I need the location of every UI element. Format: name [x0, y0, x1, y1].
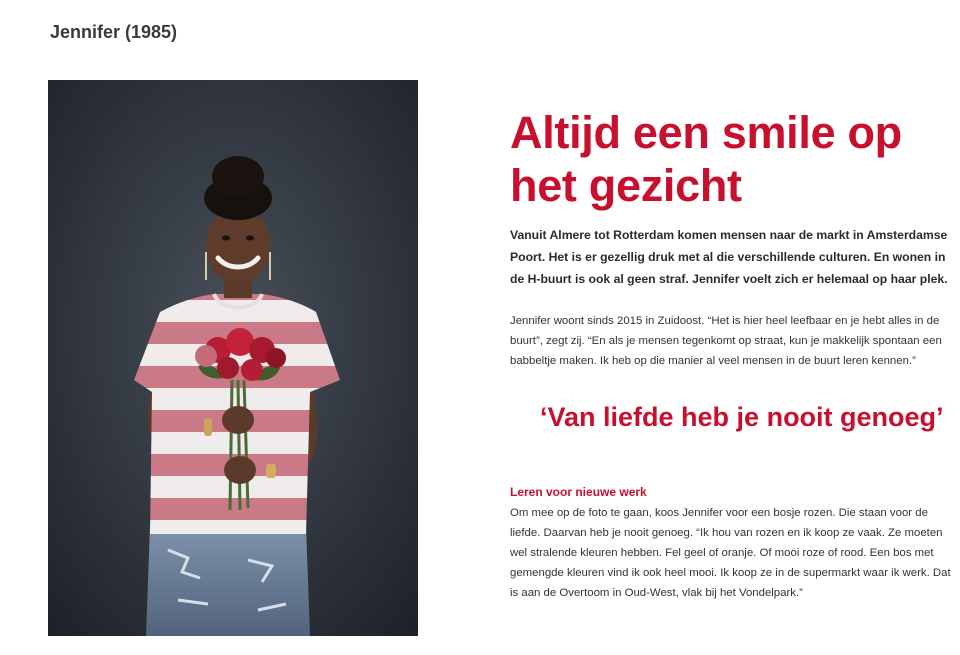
article-intro: Vanuit Almere tot Rotterdam komen mensen naar de markt in Amsterdamse Poort. Het is er gezellig druk met al die verschillende culturen. En wonen in de H-buurt is ook al geen straf. Jennifer voelt zich er helemaal op haar plek. [510, 228, 948, 286]
portrait-photo [48, 80, 418, 636]
article-title: Altijd een smile op het gezicht [510, 107, 902, 211]
article-paragraph-2: Om mee op de foto te gaan, koos Jennifer voor een bosje rozen. Die staan voor de liefde. Daarvan heb je nooit genoeg. “Ik hou van rozen en ik koop ze vaak. Ze moeten wel stralende kleuren hebben. Fel geel of oranje. Of mooi roze of rood. Een bos met gemengde kleuren vind ik ook heel mooi. Ik koop ze in de supermarkt waar ik werk. Dat is aan de Overtoom in Oud-West, vlak bij het Vondelpark.” [510, 507, 951, 599]
article-content [510, 106, 955, 603]
section-subheading: Leren voor nieuwe werk [510, 485, 647, 499]
person-name-heading: Jennifer (1985) [50, 22, 178, 42]
pull-quote: ‘Van liefde heb je nooit genoeg’ [540, 402, 944, 432]
article-paragraph-1: Jennifer woont sinds 2015 in Zuidoost. “Het is hier heel leefbaar en je hebt alles in de buurt”, zegt zij. “En als je mensen tegenkomt op straat, kun je makkelijk spontaan een babbeltje maken. Ik heb op die manier al veel mensen in de buurt leren kennen.” [510, 315, 942, 367]
